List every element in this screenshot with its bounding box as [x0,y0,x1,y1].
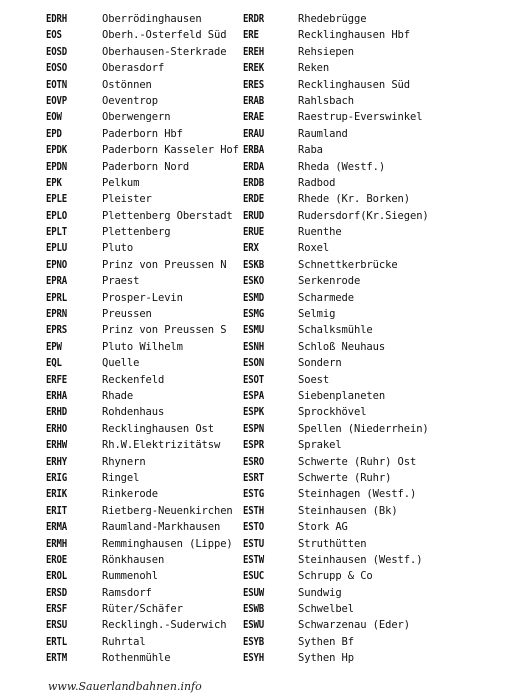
station-name: Oeventrop [102,94,158,107]
station-row [243,421,429,437]
station-code: ERDR [243,13,265,25]
station-row [46,11,202,27]
station-code: EPDK [46,144,68,157]
station-code: ERHA [46,389,68,402]
station-row [46,27,227,43]
station-row [243,372,330,388]
station-name: Reckenfeld [102,373,165,386]
station-code: EROL [46,570,68,583]
station-name: Rhede (Kr. Borken) [298,193,410,206]
station-row [243,536,367,552]
station-row [243,126,348,142]
station-row [46,290,183,306]
station-code: ESRO [243,455,265,468]
station-row [243,306,336,322]
station-name: Ruenthe [298,226,342,239]
station-name: Sundwig [298,586,342,599]
station-row [46,93,158,109]
station-code: ESNH [243,340,265,353]
station-row [243,191,410,207]
station-name: Rhynern [102,455,146,468]
station-name: Oberh.-Osterfeld Süd [102,29,227,42]
station-name: Rummenohl [102,570,158,583]
station-row [243,388,386,404]
station-code: EPD [46,127,62,140]
station-row [243,257,398,273]
station-name: Rohdenhaus [102,406,165,419]
station-name: Soest [298,373,330,386]
station-row [243,93,354,109]
station-code: EOTN [46,78,68,91]
station-code: ERUD [243,209,265,222]
station-code: EPLE [46,193,68,206]
station-code: EOS [46,29,62,42]
station-row [46,322,227,338]
station-name: Prosper-Levin [102,291,183,304]
station-row [46,60,165,76]
station-code: EPLO [46,209,68,222]
station-row [46,617,227,633]
station-name: Sythen Bf [298,635,354,648]
station-row [243,77,410,93]
station-row [243,617,410,633]
station-name: Steinhausen (Westf.) [298,553,423,566]
left-station-column [46,11,239,667]
station-code: ESTO [243,521,265,534]
station-row [243,355,342,371]
station-code: ERHO [46,422,68,435]
station-code: ESTG [243,488,265,501]
station-code: EOW [46,111,62,124]
station-name: Oberrödinghausen [102,13,202,25]
station-row [243,109,423,125]
station-name: Roxel [298,242,330,255]
station-row [46,421,214,437]
station-row [243,44,354,60]
station-row [46,650,171,666]
station-code: ESUW [243,586,265,599]
station-row [46,273,140,289]
station-name: Schalksmühle [298,324,373,337]
station-code: ESPA [243,389,265,402]
station-row [46,585,152,601]
station-row [243,552,423,568]
station-code: ESMD [243,291,265,304]
station-code: EPW [46,340,62,353]
station-name: Rudersdorf(Kr.Siegen) [298,209,429,222]
station-row [243,650,354,666]
station-name: Sprockhövel [298,406,367,419]
station-code: ERHD [46,406,68,419]
station-row [243,159,386,175]
station-code: EROE [46,553,68,566]
station-name: Schwarzenau (Eder) [298,619,410,632]
station-row [243,224,342,240]
station-row [46,437,221,453]
station-row [243,142,323,158]
station-code: ESPR [243,439,265,452]
station-name: Schwerte (Ruhr) Ost [298,455,417,468]
station-code: ESPN [243,422,265,435]
station-code: EREK [243,62,265,75]
station-code: ERIK [46,488,68,501]
station-code: ERE [243,29,259,42]
station-row [243,240,330,256]
station-code: ESUC [243,570,265,583]
station-row [46,404,165,420]
station-code: ERIT [46,504,68,517]
station-code: ERAU [243,127,265,140]
station-code: ESWU [243,619,265,632]
station-row [46,77,152,93]
station-code: ERDE [243,193,265,206]
station-row [46,159,190,175]
station-code: ESTW [243,553,265,566]
station-name: Rinkerode [102,488,158,501]
station-name: Ruhrtal [102,635,146,648]
station-name: Rheda (Westf.) [298,160,386,173]
station-name: Quelle [102,357,140,370]
station-code: EPRN [46,308,68,321]
station-row [46,486,158,502]
station-name: Praest [102,275,140,288]
station-row [46,339,183,355]
station-row [46,142,239,158]
station-name: Ostönnen [102,78,152,91]
station-code: ESYB [243,635,265,648]
footer-watermark[interactable]: www.Sauerlandbahnen.info [48,680,202,693]
station-code: ESYH [243,652,265,665]
station-name: Recklinghausen Ost [102,422,214,435]
station-row [243,585,342,601]
station-row [46,552,165,568]
station-row [243,322,373,338]
station-code: EPNO [46,258,68,271]
station-row [46,224,171,240]
station-name: Rönkhausen [102,553,165,566]
station-name: Recklinghausen Süd [298,78,410,91]
station-name: Pluto Wilhelm [102,340,183,353]
station-code: ERHW [46,439,68,452]
station-row [46,109,171,125]
station-name: Struthütten [298,537,367,550]
station-code: ERHY [46,455,68,468]
station-code: ESMU [243,324,265,337]
station-code: ERX [243,242,259,255]
station-row [243,339,386,355]
station-name: Pluto [102,242,134,255]
station-name: Raumland [298,127,348,140]
station-row [243,601,354,617]
station-code: ESPK [243,406,265,419]
station-code: ERES [243,78,265,91]
station-code: ERSF [46,603,68,616]
station-name: Pelkum [102,176,140,189]
station-name: Reken [298,62,330,75]
station-row [243,437,342,453]
station-code: ESMG [243,308,265,321]
station-row [46,454,146,470]
station-code: ERTL [46,635,68,648]
station-name: Rhedebrügge [298,13,367,25]
station-row [243,27,410,43]
station-name: Plettenberg [102,226,171,239]
station-name: Selmig [298,308,336,321]
station-row [46,372,165,388]
station-code: ERMH [46,537,68,550]
station-code: ERBA [243,144,265,157]
station-row [46,44,227,60]
station-name: Recklinghausen Hbf [298,29,410,42]
station-name: Remminghausen (Lippe) [102,537,233,550]
right-station-column [243,11,429,667]
station-code: EQL [46,357,62,370]
station-code: EPLU [46,242,68,255]
station-name: Paderborn Kasseler Hof [102,144,239,157]
station-code: ERUE [243,226,265,239]
station-name: Recklingh.-Suderwich [102,619,227,632]
station-name: Scharmede [298,291,354,304]
station-row [46,536,233,552]
station-row [46,634,146,650]
station-row [46,503,233,519]
station-name: Paderborn Nord [102,160,190,173]
station-row [243,634,354,650]
station-row [46,601,183,617]
station-code: EOSD [46,45,68,58]
station-row [46,470,140,486]
station-name: Siebenplaneten [298,389,386,402]
station-name: Raumland-Markhausen [102,521,221,534]
station-name: Prinz von Preussen N [102,258,227,271]
station-code: EDRH [46,13,68,25]
station-name: Preussen [102,308,152,321]
station-name: Oberhausen-Sterkrade [102,45,227,58]
station-name: Rahlsbach [298,94,354,107]
station-name: Schwerte (Ruhr) [298,471,392,484]
station-name: Rhade [102,389,134,402]
station-name: Schloß Neuhaus [298,340,386,353]
station-row [46,175,140,191]
station-row [243,503,398,519]
station-row [243,519,348,535]
station-code: ERIG [46,471,68,484]
station-row [46,126,183,142]
station-row [46,355,140,371]
station-name: Rüter/Schäfer [102,603,183,616]
station-name: Radbod [298,176,336,189]
station-code: EPRL [46,291,68,304]
station-code: ESKO [243,275,265,288]
station-name: Serkenrode [298,275,361,288]
station-name: Raestrup-Everswinkel [298,111,423,124]
station-row [46,568,158,584]
station-row [46,388,134,404]
station-name: Rietberg-Neuenkirchen [102,504,233,517]
station-code: ESTH [243,504,265,517]
station-code: ESOT [243,373,265,386]
station-code: ERDA [243,160,265,173]
station-row [46,519,221,535]
station-row [243,454,417,470]
station-code: EREH [243,45,265,58]
station-code: ESON [243,357,265,370]
station-code: EOVP [46,94,68,107]
station-code: EOSO [46,62,68,75]
station-code: ERSU [46,619,68,632]
station-code: ESKB [243,258,265,271]
station-name: Schrupp & Co [298,570,373,583]
station-row [243,470,392,486]
station-name: Rothenmühle [102,652,171,665]
station-code: EPLT [46,226,68,239]
station-name: Prinz von Preussen S [102,324,227,337]
station-code: EPRS [46,324,68,337]
station-name: Oberwengern [102,111,171,124]
station-row [243,208,429,224]
station-row [46,257,227,273]
station-name: Sprakel [298,439,342,452]
station-code: ERAE [243,111,265,124]
station-name: Sythen Hp [298,652,354,665]
station-name: Steinhausen (Bk) [298,504,398,517]
station-name: Paderborn Hbf [102,127,183,140]
station-name: Raba [298,144,323,157]
station-name: Ramsdorf [102,586,152,599]
station-row [46,191,152,207]
station-name: Oberasdorf [102,62,165,75]
station-code: ERFE [46,373,68,386]
station-row [46,240,134,256]
station-code: ERDB [243,176,265,189]
station-row [243,290,354,306]
station-name: Plettenberg Oberstadt [102,209,233,222]
station-row [243,486,417,502]
station-row [243,60,330,76]
station-row [243,404,367,420]
station-name: Schnettkerbrücke [298,258,398,271]
station-code: ESWB [243,603,265,616]
station-code: ERTM [46,652,68,665]
station-name: Steinhagen (Westf.) [298,488,417,501]
station-code: ERAB [243,94,265,107]
station-name: Sondern [298,357,342,370]
station-name: Ringel [102,471,140,484]
station-name: Rehsiepen [298,45,354,58]
station-code: EPDN [46,160,68,173]
station-name: Rh.W.Elektrizitätsw [102,439,221,452]
station-code: EPK [46,176,62,189]
station-name: Stork AG [298,521,348,534]
station-name: Spellen (Niederrhein) [298,422,429,435]
station-name: Schwelbel [298,603,354,616]
station-code: ERSD [46,586,68,599]
station-row [243,273,361,289]
station-code: ESTU [243,537,265,550]
station-row [243,11,367,27]
station-code: ESRT [243,471,265,484]
station-code: EPRA [46,275,68,288]
station-row [46,208,233,224]
station-row [243,175,336,191]
station-row [243,568,373,584]
station-name: Pleister [102,193,152,206]
station-code: ERMA [46,521,68,534]
station-row [46,306,152,322]
